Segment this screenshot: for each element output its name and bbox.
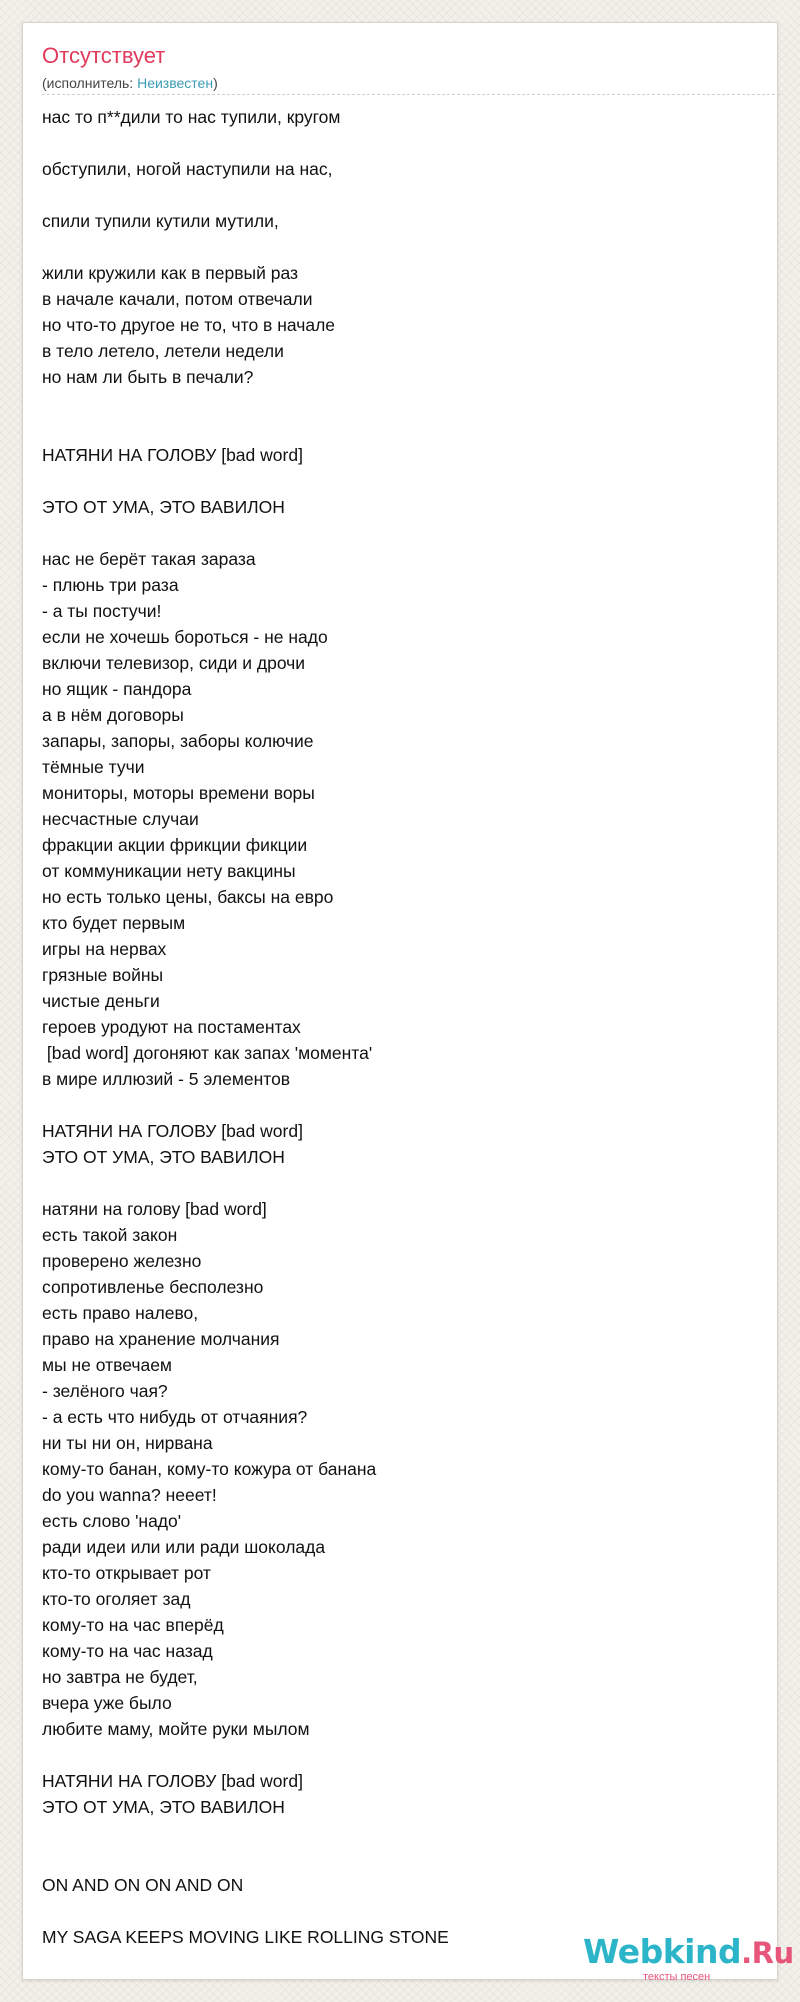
lyrics-line: кому-то на час вперёд: [42, 1615, 224, 1635]
lyrics-line: мониторы, моторы времени воры: [42, 783, 315, 803]
lyrics-line: грязные войны: [42, 965, 164, 985]
logo-wordmark: [583, 1932, 794, 1973]
lyrics-blank-line: [42, 234, 762, 260]
lyrics-line: чистые деньги: [42, 991, 160, 1011]
lyrics-line: ни ты ни он, нирвана: [42, 1433, 213, 1453]
lyrics-line: ЭТО ОТ УМА, ЭТО ВАВИЛОН: [42, 1797, 285, 1817]
lyrics-line: натяни на голову [bad word]: [42, 1199, 267, 1219]
lyrics-line: несчастные случаи: [42, 809, 199, 829]
lyrics-line: игры на нервах: [42, 939, 167, 959]
lyrics-blank-line: [42, 520, 762, 546]
lyrics-blank-line: [42, 182, 762, 208]
lyrics-line: - а ты постучи!: [42, 601, 162, 621]
lyrics-line: ON AND ON ON AND ON: [42, 1875, 244, 1895]
lyrics-line: сопротивленье бесполезно: [42, 1277, 264, 1297]
lyrics-line: НАТЯНИ НА ГОЛОВУ [bad word]: [42, 1121, 303, 1141]
logo-tagline: тексты песен: [643, 1971, 711, 1983]
lyrics-blank-line: [42, 130, 762, 156]
lyrics-blank-line: [42, 416, 762, 442]
logo-tld: .Ru: [741, 1936, 794, 1970]
lyrics-blank-line: [42, 1898, 762, 1924]
lyrics-blank-line: [42, 468, 762, 494]
lyrics-line: вчера уже было: [42, 1693, 172, 1713]
lyrics-line: а в нём договоры: [42, 705, 184, 725]
artist-suffix: ): [213, 75, 218, 91]
lyrics-line: есть право налево,: [42, 1303, 199, 1323]
lyrics-blank-line: [42, 1742, 762, 1768]
lyrics-line: ради идеи или или ради шоколада: [42, 1537, 326, 1557]
lyrics-blank-line: [42, 1092, 762, 1118]
lyrics-line: героев уродуют на постаментах: [42, 1017, 301, 1037]
lyrics-line: ЭТО ОТ УМА, ЭТО ВАВИЛОН: [42, 497, 285, 517]
lyrics-line: кому-то на час назад: [42, 1641, 213, 1661]
lyrics-line: в тело летело, летели недели: [42, 341, 284, 361]
lyrics-line: жили кружили как в первый раз: [42, 263, 298, 283]
lyrics-line: в мире иллюзий - 5 элементов: [42, 1069, 291, 1089]
lyrics-line: тёмные тучи: [42, 757, 145, 777]
lyrics-line: [bad word] догоняют как запах 'момента': [42, 1043, 373, 1063]
lyrics-line: кто-то оголяет зад: [42, 1589, 191, 1609]
lyrics-blank-line: [42, 1846, 762, 1872]
lyrics-line: спили тупили кутили мутили,: [42, 211, 279, 231]
lyrics-line: запары, запоры, заборы колючие: [42, 731, 314, 751]
lyrics-line: - а есть что нибудь от отчаяния?: [42, 1407, 308, 1427]
lyrics-line: мы не отвечаем: [42, 1355, 172, 1375]
lyrics-line: включи телевизор, сиди и дрочи: [42, 653, 306, 673]
lyrics-line: но нам ли быть в печали?: [42, 367, 254, 387]
lyrics-line: проверено железно: [42, 1251, 202, 1271]
lyrics-line: в начале качали, потом отвечали: [42, 289, 313, 309]
lyrics-blank-line: [42, 1820, 762, 1846]
lyrics-line: есть такой закон: [42, 1225, 178, 1245]
lyrics-line: но ящик - пандора: [42, 679, 192, 699]
logo-word: Webkind: [583, 1932, 742, 1971]
lyrics-text: [42, 104, 762, 1950]
lyrics-line: но что-то другое не то, что в начале: [42, 315, 336, 335]
lyrics-line: do you wanna? нееет!: [42, 1485, 217, 1505]
lyrics-blank-line: [42, 390, 762, 416]
title-divider: [42, 94, 780, 95]
lyrics-line: любите маму, мойте руки мылом: [42, 1719, 310, 1739]
lyrics-line: нас то п**дили то нас тупили, кругом: [42, 107, 341, 127]
artist-prefix: (исполнитель:: [42, 75, 138, 91]
lyrics-line: но завтра не будет,: [42, 1667, 198, 1687]
lyrics-line: если не хочешь бороться - не надо: [42, 627, 328, 647]
lyrics-line: право на хранение молчания: [42, 1329, 280, 1349]
webkind-logo[interactable]: [583, 1932, 794, 1992]
lyrics-line: кому-то банан, кому-то кожура от банана: [42, 1459, 377, 1479]
lyrics-line: но есть только цены, баксы на евро: [42, 887, 334, 907]
lyrics-line: НАТЯНИ НА ГОЛОВУ [bad word]: [42, 1771, 303, 1791]
lyrics-line: обступили, ногой наступили на нас,: [42, 159, 333, 179]
artist-link[interactable]: Неизвестен: [137, 75, 214, 91]
song-title: Отсутствует: [42, 43, 166, 68]
lyrics-line: MY SAGA KEEPS MOVING LIKE ROLLING STONE: [42, 1927, 449, 1947]
lyrics-line: - плюнь три раза: [42, 575, 179, 595]
lyrics-card: [22, 22, 778, 1980]
lyrics-line: фракции акции фрикции фикции: [42, 835, 308, 855]
lyrics-line: нас не берёт такая зараза: [42, 549, 256, 569]
lyrics-line: есть слово 'надо': [42, 1511, 182, 1531]
lyrics-line: кто будет первым: [42, 913, 186, 933]
lyrics-line: кто-то открывает рот: [42, 1563, 211, 1583]
artist-line: [42, 74, 218, 92]
lyrics-line: НАТЯНИ НА ГОЛОВУ [bad word]: [42, 445, 303, 465]
lyrics-blank-line: [42, 1170, 762, 1196]
lyrics-line: ЭТО ОТ УМА, ЭТО ВАВИЛОН: [42, 1147, 285, 1167]
lyrics-line: - зелёного чая?: [42, 1381, 168, 1401]
lyrics-line: от коммуникации нету вакцины: [42, 861, 296, 881]
